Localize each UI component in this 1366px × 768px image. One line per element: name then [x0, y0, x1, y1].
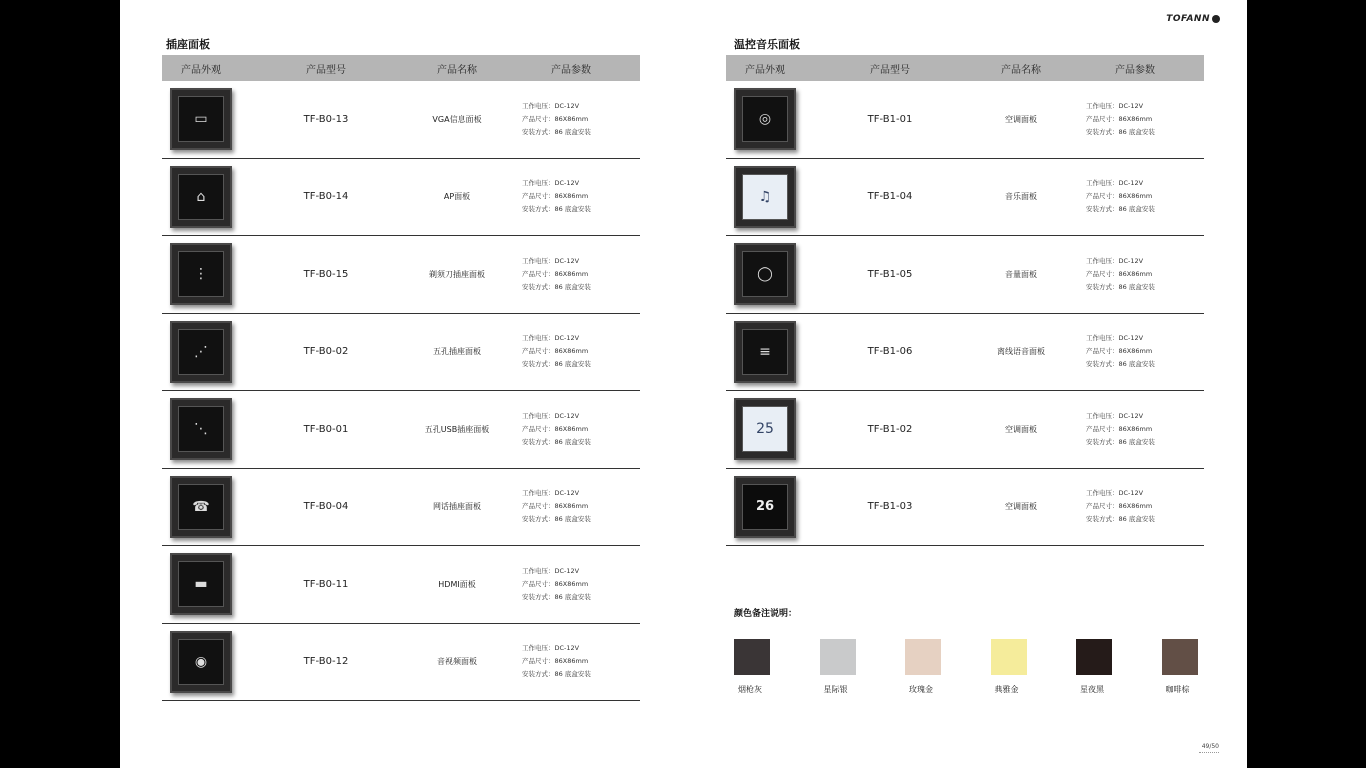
param-voltage: 工作电压：DC-12V — [522, 101, 580, 110]
color-swatch-label: 星际银 — [823, 685, 848, 694]
table-header — [726, 55, 1204, 81]
table-row — [726, 391, 1204, 469]
product-params — [502, 332, 640, 371]
product-image — [170, 321, 232, 383]
param-size: 产品尺寸：86X86mm — [1086, 424, 1153, 433]
param-size: 产品尺寸：86X86mm — [1086, 269, 1153, 278]
table-row — [726, 159, 1204, 237]
music-panel-icon: ♫ — [742, 174, 788, 220]
product-name: 空调面板 — [1005, 114, 1037, 124]
color-swatch-box — [820, 639, 856, 675]
five-hole-socket-icon: ⋰ — [178, 329, 224, 375]
product-image — [170, 166, 232, 228]
usb-socket-icon: ⋱ — [178, 406, 224, 452]
product-name: 音视频面板 — [437, 657, 477, 667]
page-number-divider — [1199, 752, 1219, 753]
param-voltage: 工作电压：DC-12V — [1086, 256, 1144, 265]
product-params — [502, 565, 640, 604]
product-image-cell — [162, 631, 240, 693]
product-model: TF-B0-14 — [303, 191, 349, 203]
product-params — [502, 177, 640, 216]
product-name: 离线语音面板 — [997, 347, 1045, 357]
product-name: 音量面板 — [1005, 269, 1037, 279]
table-row — [162, 469, 640, 547]
product-params — [1066, 332, 1204, 371]
product-params — [1066, 410, 1204, 449]
header-params: 产品参数 — [551, 64, 591, 76]
product-image — [734, 398, 796, 460]
color-swatch-box — [905, 639, 941, 675]
table-row — [162, 81, 640, 159]
color-note-title: 颜色备注说明： — [734, 609, 798, 619]
param-install: 安装方式：86 底盒安装 — [522, 282, 591, 291]
product-params — [1066, 255, 1204, 294]
header-name: 产品名称 — [1001, 64, 1041, 76]
product-name: 音乐面板 — [1005, 192, 1037, 202]
product-model: TF-B0-04 — [303, 501, 349, 513]
product-model: TF-B0-13 — [303, 113, 349, 125]
product-model: TF-B1-01 — [867, 113, 913, 125]
table-header — [162, 55, 640, 81]
param-voltage: 工作电压：DC-12V — [1086, 101, 1144, 110]
header-params: 产品参数 — [1115, 64, 1155, 76]
product-model: TF-B1-06 — [867, 346, 913, 358]
av-socket-icon: ◉ — [178, 639, 224, 685]
product-image-cell — [162, 88, 240, 150]
header-model: 产品型号 — [870, 64, 910, 76]
param-voltage: 工作电压：DC-12V — [522, 644, 580, 653]
param-voltage: 工作电压：DC-12V — [522, 334, 580, 343]
param-size: 产品尺寸：86X86mm — [1086, 347, 1153, 356]
param-install: 安装方式：86 底盒安装 — [522, 127, 591, 136]
product-image — [170, 88, 232, 150]
color-swatch-label: 玫瑰金 — [909, 685, 933, 694]
product-image-cell — [726, 88, 804, 150]
product-image — [734, 166, 796, 228]
product-image — [170, 476, 232, 538]
param-install: 安装方式：86 底盒安装 — [522, 515, 591, 524]
param-install: 安装方式：86 底盒安装 — [1086, 515, 1155, 524]
brand-logo — [1166, 14, 1220, 24]
header-name: 产品名称 — [437, 64, 477, 76]
table-row — [162, 624, 640, 702]
color-swatch — [991, 639, 1077, 695]
product-image-cell — [726, 398, 804, 460]
param-install: 安装方式：86 底盒安装 — [522, 670, 591, 679]
product-image-cell — [162, 321, 240, 383]
table-row — [162, 314, 640, 392]
param-voltage: 工作电压：DC-12V — [1086, 489, 1144, 498]
product-image — [734, 88, 796, 150]
vga-socket-icon: ▭ — [178, 96, 224, 142]
ac-lcd-icon: 25 — [742, 406, 788, 452]
climate-music-panel-table — [726, 55, 1204, 546]
product-params — [502, 100, 640, 139]
param-size: 产品尺寸：86X86mm — [522, 502, 589, 511]
table-row — [162, 159, 640, 237]
product-image — [170, 398, 232, 460]
param-size: 产品尺寸：86X86mm — [1086, 114, 1153, 123]
product-model: TF-B1-05 — [867, 268, 913, 280]
table-row — [162, 546, 640, 624]
header-model: 产品型号 — [306, 64, 346, 76]
param-install: 安装方式：86 底盒安装 — [1086, 360, 1155, 369]
color-swatch-box — [991, 639, 1027, 675]
product-name: 网话插座面板 — [433, 502, 481, 512]
product-image-cell — [726, 476, 804, 538]
param-size: 产品尺寸：86X86mm — [522, 657, 589, 666]
product-model: TF-B0-12 — [303, 656, 349, 668]
product-image-cell — [726, 243, 804, 305]
product-name: HDMI面板 — [438, 579, 476, 589]
param-install: 安装方式：86 底盒安装 — [1086, 437, 1155, 446]
param-size: 产品尺寸：86X86mm — [1086, 502, 1153, 511]
product-image-cell — [726, 166, 804, 228]
product-image-cell — [162, 398, 240, 460]
product-params — [1066, 177, 1204, 216]
product-params — [502, 642, 640, 681]
product-image-cell — [726, 321, 804, 383]
product-image — [734, 321, 796, 383]
product-name: 五孔USB插座面板 — [424, 424, 490, 434]
page-number: 49/50 — [1201, 743, 1219, 750]
product-name: VGA信息面板 — [432, 114, 482, 124]
product-image — [734, 243, 796, 305]
color-swatch-box — [734, 639, 770, 675]
product-image-cell — [162, 476, 240, 538]
color-swatch-box — [1076, 639, 1112, 675]
left-section-title: 插座面板 — [166, 38, 210, 51]
voice-panel-icon: ≡ — [742, 329, 788, 375]
product-params — [1066, 487, 1204, 526]
product-params — [1066, 100, 1204, 139]
color-swatch-box — [1162, 639, 1198, 675]
color-swatch — [820, 639, 906, 695]
table-row — [726, 314, 1204, 392]
thermostat-icon: ◎ — [742, 96, 788, 142]
param-install: 安装方式：86 底盒安装 — [1086, 127, 1155, 136]
product-model: TF-B0-01 — [303, 423, 349, 435]
product-image — [170, 631, 232, 693]
product-name: 剃须刀插座面板 — [429, 269, 485, 279]
param-size: 产品尺寸：86X86mm — [522, 424, 589, 433]
color-swatch-label: 星夜黑 — [1080, 685, 1104, 694]
param-size: 产品尺寸：86X86mm — [522, 192, 589, 201]
product-name: AP面板 — [443, 192, 471, 202]
product-image — [734, 476, 796, 538]
hdmi-socket-icon: ▬ — [178, 561, 224, 607]
param-size: 产品尺寸：86X86mm — [522, 347, 589, 356]
header-appearance: 产品外观 — [745, 64, 785, 76]
color-swatch-label: 烟枪灰 — [738, 685, 762, 694]
param-voltage: 工作电压：DC-12V — [522, 489, 580, 498]
product-model: TF-B1-02 — [867, 423, 913, 435]
param-voltage: 工作电压：DC-12V — [522, 566, 580, 575]
product-params — [502, 487, 640, 526]
color-swatch — [905, 639, 991, 695]
product-name: 空调面板 — [1005, 502, 1037, 512]
param-voltage: 工作电压：DC-12V — [1086, 334, 1144, 343]
param-voltage: 工作电压：DC-12V — [1086, 411, 1144, 420]
table-row — [726, 81, 1204, 159]
ac-display-icon: 26 — [742, 484, 788, 530]
color-swatch — [734, 639, 820, 695]
param-install: 安装方式：86 底盒安装 — [522, 360, 591, 369]
color-swatch — [1076, 639, 1162, 695]
product-params — [502, 255, 640, 294]
header-appearance: 产品外观 — [181, 64, 221, 76]
param-size: 产品尺寸：86X86mm — [522, 269, 589, 278]
color-swatch-label: 咖啡棕 — [1165, 685, 1190, 694]
param-voltage: 工作电压：DC-12V — [522, 256, 580, 265]
volume-knob-icon: ◯ — [742, 251, 788, 297]
product-image — [170, 553, 232, 615]
table-row — [726, 236, 1204, 314]
product-name: 空调面板 — [1005, 424, 1037, 434]
product-model: TF-B1-04 — [867, 191, 913, 203]
right-section-title: 温控音乐面板 — [734, 38, 800, 51]
color-swatches — [734, 639, 1247, 695]
product-model: TF-B1-03 — [867, 501, 913, 513]
product-image-cell — [162, 243, 240, 305]
product-model: TF-B0-15 — [303, 268, 349, 280]
product-image-cell — [162, 553, 240, 615]
param-install: 安装方式：86 底盒安装 — [1086, 282, 1155, 291]
param-voltage: 工作电压：DC-12V — [522, 411, 580, 420]
product-image — [170, 243, 232, 305]
param-size: 产品尺寸：86X86mm — [522, 114, 589, 123]
param-install: 安装方式：86 底盒安装 — [522, 205, 591, 214]
product-name: 五孔插座面板 — [433, 347, 481, 357]
shaver-socket-icon: ⋮ — [178, 251, 224, 297]
wifi-ap-icon: ⌂ — [178, 174, 224, 220]
param-size: 产品尺寸：86X86mm — [1086, 192, 1153, 201]
product-image-cell — [162, 166, 240, 228]
product-model: TF-B0-02 — [303, 346, 349, 358]
color-swatch-label: 典雅金 — [994, 685, 1019, 694]
table-row — [162, 391, 640, 469]
table-row — [726, 469, 1204, 547]
network-phone-socket-icon: ☎ — [178, 484, 224, 530]
param-install: 安装方式：86 底盒安装 — [522, 592, 591, 601]
color-swatch — [1162, 639, 1248, 695]
param-size: 产品尺寸：86X86mm — [522, 579, 589, 588]
socket-panel-table — [162, 55, 640, 701]
param-voltage: 工作电压：DC-12V — [522, 179, 580, 188]
product-params — [502, 410, 640, 449]
table-row — [162, 236, 640, 314]
logo-dot-icon — [1212, 15, 1220, 23]
catalog-page — [120, 0, 1247, 768]
param-voltage: 工作电压：DC-12V — [1086, 179, 1144, 188]
param-install: 安装方式：86 底盒安装 — [522, 437, 591, 446]
brand-logo-text: TOFANN — [1166, 14, 1210, 24]
param-install: 安装方式：86 底盒安装 — [1086, 205, 1155, 214]
product-model: TF-B0-11 — [303, 578, 349, 590]
